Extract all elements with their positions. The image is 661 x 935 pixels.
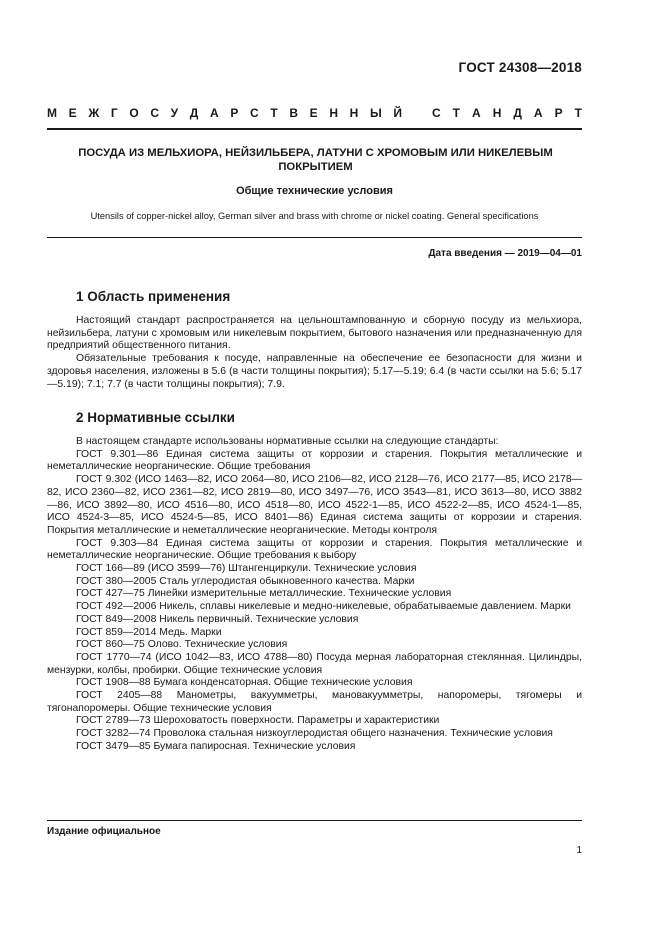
reference-item: ГОСТ 1770—74 (ИСО 1042—83, ИСО 4788—80) Посуда мерная лабораторная стеклянная. Цилиндры, мензурки, колбы, пробирки. Общие технические условия: [47, 651, 582, 676]
banner-letter: Ы: [369, 106, 382, 120]
section-normative-references: [47, 410, 582, 754]
banner-letter: М: [47, 106, 57, 120]
reference-item: ГОСТ 380—2005 Сталь углеродистая обыкновенного качества. Марки: [76, 575, 415, 587]
section-scope: [47, 289, 582, 391]
banner-letter: Т: [270, 106, 278, 120]
footer-rule: [47, 820, 582, 821]
paragraph: Настоящий стандарт распространяется на цельноштампованную и сборную посуду из мельхиора, нейзильбера, латуни с хромовым или никелевым покрытием, бытового назначения или предназначенную для предприятий общественного питания.: [47, 315, 582, 352]
banner-letter: Д: [189, 106, 199, 120]
reference-item: ГОСТ 859—2014 Медь. Марки: [76, 626, 222, 638]
section-heading: 2 Нормативные ссылки: [76, 410, 235, 425]
banner-letter: В: [289, 106, 298, 120]
banner-letter: У: [170, 106, 179, 120]
banner-letter: Ж: [88, 106, 100, 120]
banner-letter: Р: [230, 106, 239, 120]
interstate-word-2: [432, 106, 582, 120]
banner-letter: Н: [329, 106, 338, 120]
reference-item: ГОСТ 1908—88 Бумага конденсаторная. Общие технические условия: [76, 677, 413, 689]
banner-letter: Р: [554, 106, 563, 120]
banner-letter: Й: [393, 106, 402, 120]
banner-letter: А: [533, 106, 543, 120]
section-heading: 1 Область применения: [76, 289, 231, 304]
banner-letter: А: [472, 106, 481, 120]
document-title: ПОСУДА ИЗ МЕЛЬХИОРА, НЕЙЗИЛЬБЕРА, ЛАТУНИ С ХРОМОВЫМ ИЛИ НИКЕЛЕВЫМ ПОКРЫТИЕМ: [78, 147, 553, 173]
banner-letter: Т: [574, 106, 582, 120]
banner-letter: А: [209, 106, 219, 120]
reference-item: ГОСТ 860—75 Олово. Технические условия: [76, 639, 288, 651]
paragraph: В настоящем стандарте использованы нормативные ссылки на следующие стандарты:: [76, 436, 499, 447]
document-number: ГОСТ 24308—2018: [458, 60, 582, 75]
banner-letter: Е: [68, 106, 77, 120]
reference-item: ГОСТ 166—89 (ИСО 3599—76) Штангенциркули. Технические условия: [76, 563, 417, 575]
reference-item: ГОСТ 2789—73 Шероховатость поверхности. Параметры и характеристики: [76, 715, 440, 727]
reference-item: ГОСТ 3479—85 Бумага папиросная. Технические условия: [76, 740, 356, 752]
banner-letter: С: [432, 106, 441, 120]
header-rule: [47, 128, 582, 130]
reference-item: ГОСТ 492—2006 Никель, сплавы никелевые и медно-никелевые, обрабатываемые давлением. Марки: [76, 601, 571, 613]
introduction-date: Дата введения — 2019—04—01: [428, 248, 582, 259]
reference-item: ГОСТ 9.302 (ИСО 1463—82, ИСО 2064—80, ИСО 2106—82, ИСО 2128—76, ИСО 2177—85, ИСО 2178—82, ИСО 2360—82, ИСО 2361—82, ИСО 2819—80, ИСО 3497—76, ИСО 3543—81, ИСО 3613—80, ИСО 3882—86, ИСО 3892—80, ИСО 4516—80, ИСО 4518—80, ИСО 4522-1—85, ИСО 4522-2—85, ИСО 4524-1—85, ИСО 4524-3—85, ИСО 4524-5—85, ИСО 8401—86) Единая система защиты от коррозии и старения. Покрытия металлические и неметаллические неорганические. Методы контроля: [47, 474, 582, 536]
paragraph: Обязательные требования к посуде, направленные на обеспечение ее безопасности для жизни и здоровья населения, изложены в 5.6 (в части толщины покрытия); 5.17—5.19; 6.4 (в части ссылки на 5.6; 5.17—5.19); 7.1; 7.7 (в части толщины покрытия); 7.9.: [47, 353, 582, 390]
banner-letter: Д: [513, 106, 522, 120]
interstate-standard-banner: [47, 106, 582, 120]
banner-letter: С: [150, 106, 159, 120]
reference-item: ГОСТ 2405—88 Манометры, вакуумметры, мановакуумметры, напоромеры, тягомеры и тягонапоромеры. Общие технические условия: [47, 690, 582, 714]
reference-item: ГОСТ 3282—74 Проволока стальная низкоуглеродистая общего назначения. Технические условия: [76, 728, 553, 740]
reference-item: ГОСТ 9.301—86 Единая система защиты от коррозии и старения. Покрытия металлические и неметаллические неорганические. Общие требования: [47, 448, 582, 473]
reference-item: ГОСТ 9.303—84 Единая система защиты от коррозии и старения. Покрытия металлические и неметаллические неорганические. Общие требования к выбору: [47, 537, 582, 562]
document-subtitle: Общие технические условия: [236, 185, 393, 197]
banner-letter: С: [249, 106, 259, 120]
banner-letter: Т: [452, 106, 461, 120]
page-number: 1: [576, 845, 582, 856]
english-title: Utensils of copper-nickel alloy, German silver and brass with chrome or nickel coating. General specifications: [90, 211, 539, 221]
reference-item: ГОСТ 427—75 Линейки измерительные металлические. Технические условия: [76, 588, 452, 600]
official-edition-note: Издание официальное: [47, 826, 161, 837]
reference-item: ГОСТ 849—2008 Никель первичный. Технические условия: [76, 613, 359, 625]
banner-letter: О: [129, 106, 139, 120]
banner-letter: Е: [309, 106, 318, 120]
banner-letter: Н: [492, 106, 502, 120]
banner-letter: Н: [349, 106, 359, 120]
title-rule: [47, 237, 582, 238]
interstate-word-1: [47, 106, 402, 120]
banner-letter: Г: [110, 106, 118, 120]
